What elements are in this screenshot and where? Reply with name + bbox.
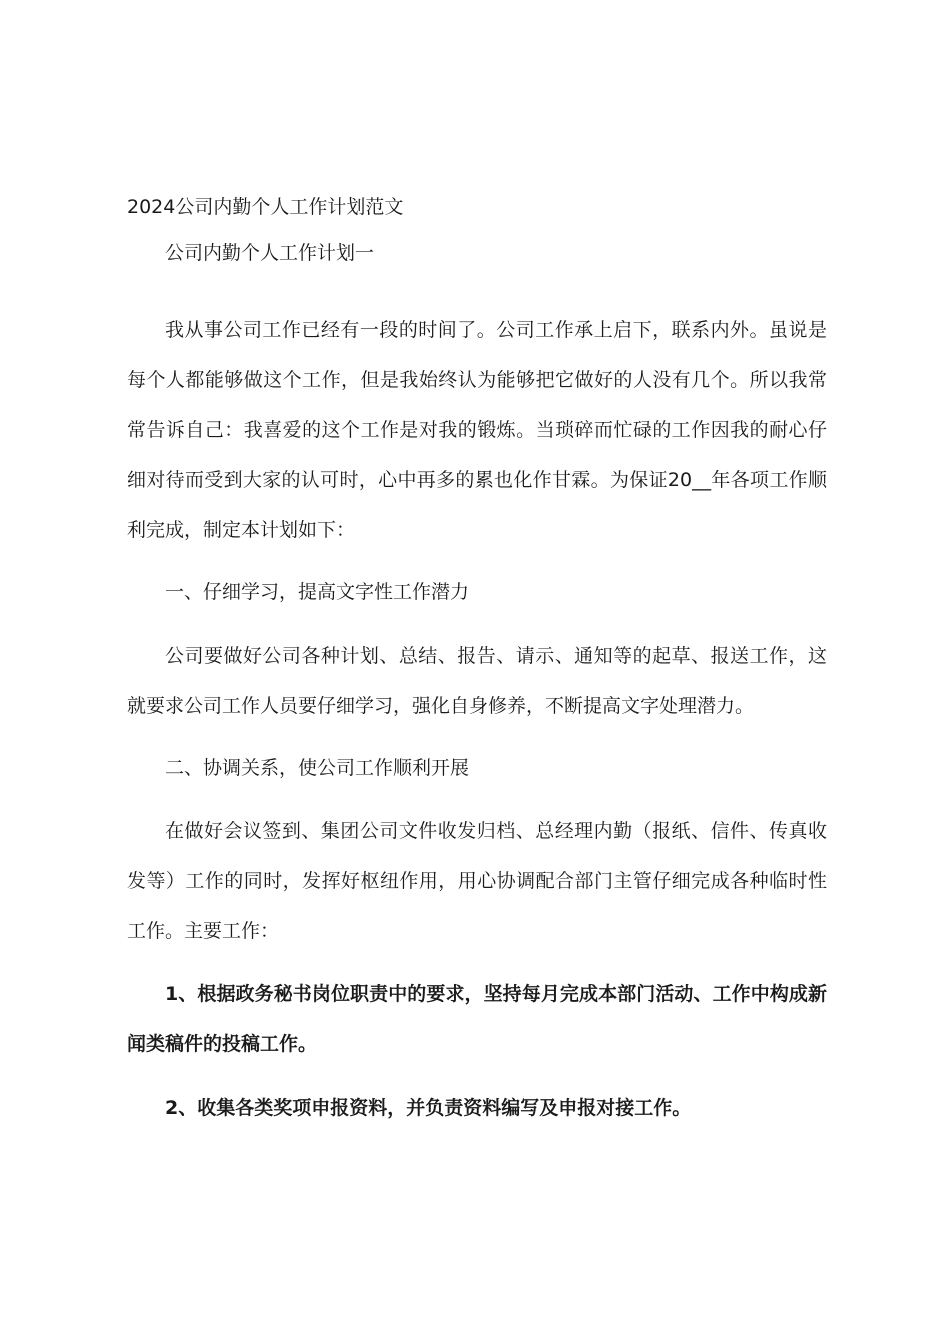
- intro-paragraph: 我从事公司工作已经有一段的时间了。公司工作承上启下，联系内外。虽说是每个人都能够做这个工作，但是我始终认为能够把它做好的人没有几个。所以我常常告诉自己：我喜爱的这个工作是对我的锻炼。当琐碎而忙碌的工作因我的耐心仔细对待而受到大家的认可时，心中再多的累也化作甘霖。为保证20__年各项工作顺利完成，制定本计划如下：: [127, 319, 827, 541]
- plan-subtitle: 公司内勤个人工作计划一: [165, 242, 375, 264]
- section-2-heading: 二、协调关系，使公司工作顺利开展: [165, 757, 470, 779]
- document-title: 2024公司内勤个人工作计划范文: [127, 196, 404, 218]
- work-item-1: 1、根据政务秘书岗位职责中的要求，坚持每月完成本部门活动、工作中构成新闻类稿件的投稿工作。: [127, 983, 827, 1055]
- work-item-2: 2、收集各类奖项申报资料，并负责资料编写及申报对接工作。: [165, 1097, 692, 1119]
- section-1-body: 公司要做好公司各种计划、总结、报告、请示、通知等的起草、报送工作，这就要求公司工作人员要仔细学习，强化自身修养，不断提高文字处理潜力。: [127, 645, 827, 717]
- section-2-body: 在做好会议签到、集团公司文件收发归档、总经理内勤（报纸、信件、传真收发等）工作的同时，发挥好枢纽作用，用心协调配合部门主管仔细完成各种临时性工作。主要工作：: [127, 820, 827, 942]
- section-1-heading: 一、仔细学习，提高文字性工作潜力: [165, 581, 470, 603]
